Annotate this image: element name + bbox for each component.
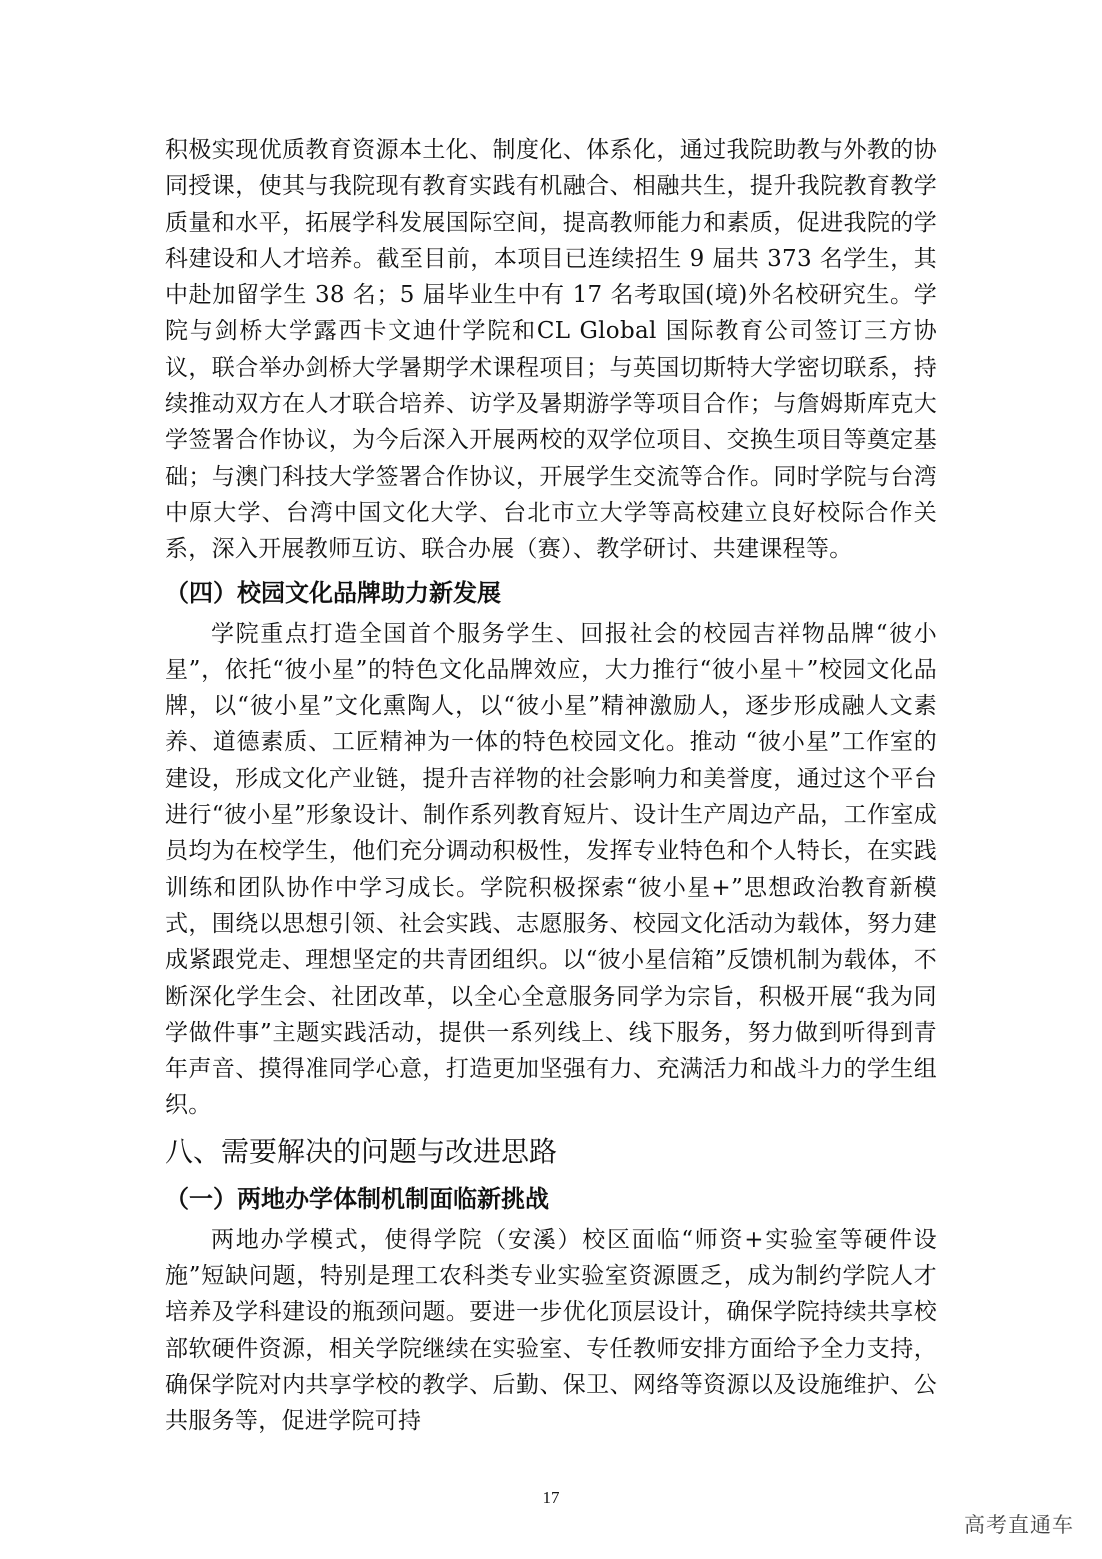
document-body [165, 132, 937, 1440]
paragraph-campus-culture: 学院重点打造全国首个服务学生、回报社会的校园吉祥物品牌“彼小星”，依托“彼小星”的特色文化品牌效应，大力推行“彼小星＋”校园文化品牌，以“彼小星”文化熏陶人，以“彼小星”精神激励人，逐步形成融人文素养、道德素质、工匠精神为一体的特色校园文化。推动 “彼小星”工作室的建设，形成文化产业链，提升吉祥物的社会影响力和美誉度，通过这个平台进行“彼小星”形象设计、制作系列教育短片、设计生产周边产品，工作室成员均为在校学生，他们充分调动积极性，发挥专业特色和个人特长，在实践训练和团队协作中学习成长。学院积极探索“彼小星+”思想政治教育新模式，围绕以思想引领、社会实践、志愿服务、校园文化活动为载体，努力建成紧跟党走、理想坚定的共青团组织。以“彼小星信箱”反馈机制为载体，不断深化学生会、社团改革，以全心全意服务同学为宗旨，积极开展“我为同学做件事”主题实践活动，提供一系列线上、线下服务，努力做到听得到青年声音、摸得准同学心意，打造更加坚强有力、充满活力和战斗力的学生组织。 [165, 620, 937, 1119]
watermark: 高考直通车 [964, 1513, 1074, 1537]
paragraph-two-campus: 两地办学模式，使得学院（安溪）校区面临“师资+实验室等硬件设施”短缺问题，特别是理工农科类专业实验室资源匮乏，成为制约学院人才培养及学科建设的瓶颈问题。要进一步优化顶层设计，确保学院持续共享校部软硬件资源，相关学院继续在实验室、专任教师安排方面给予全力支持，确保学院对内共享学校的教学、后勤、保卫、网络等资源以及设施维护、公共服务等，促进学院可持 [165, 1226, 937, 1435]
section-heading-two-campus: （一）两地办学体制机制面临新挑战 [165, 1184, 549, 1213]
section-heading-campus-culture: （四）校园文化品牌助力新发展 [165, 578, 501, 607]
paragraph-international-cooperation: 积极实现优质教育资源本土化、制度化、体系化，通过我院助教与外教的协同授课，使其与我院现有教育实践有机融合、相融共生，提升我院教育教学质量和水平，拓展学科发展国际空间，提高教师能力和素质，促进我院的学科建设和人才培养。截至目前，本项目已连续招生 9 届共 373 名学生，其中赴加留学生 38 名；5 届毕业生中有 17 名考取国(境)外名校研究生。学院与剑桥大学露西卡文迪什学院和CL Global 国际教育公司签订三方协议，联合举办剑桥大学暑期学术课程项目；与英国切斯特大学密切联系，持续推动双方在人才联合培养、访学及暑期游学等项目合作；与詹姆斯库克大学签署合作协议，为今后深入开展两校的双学位项目、交换生项目等奠定基础；与澳门科技大学签署合作协议，开展学生交流等合作。同时学院与台湾中原大学、台湾中国文化大学、台北市立大学等高校建立良好校际合作关系，深入开展教师互访、联合办展（赛）、教学研讨、共建课程等。 [165, 137, 937, 563]
page-number: 17 [542, 1488, 560, 1507]
chapter-heading-problems: 八、需要解决的问题与改进思路 [165, 1134, 558, 1168]
